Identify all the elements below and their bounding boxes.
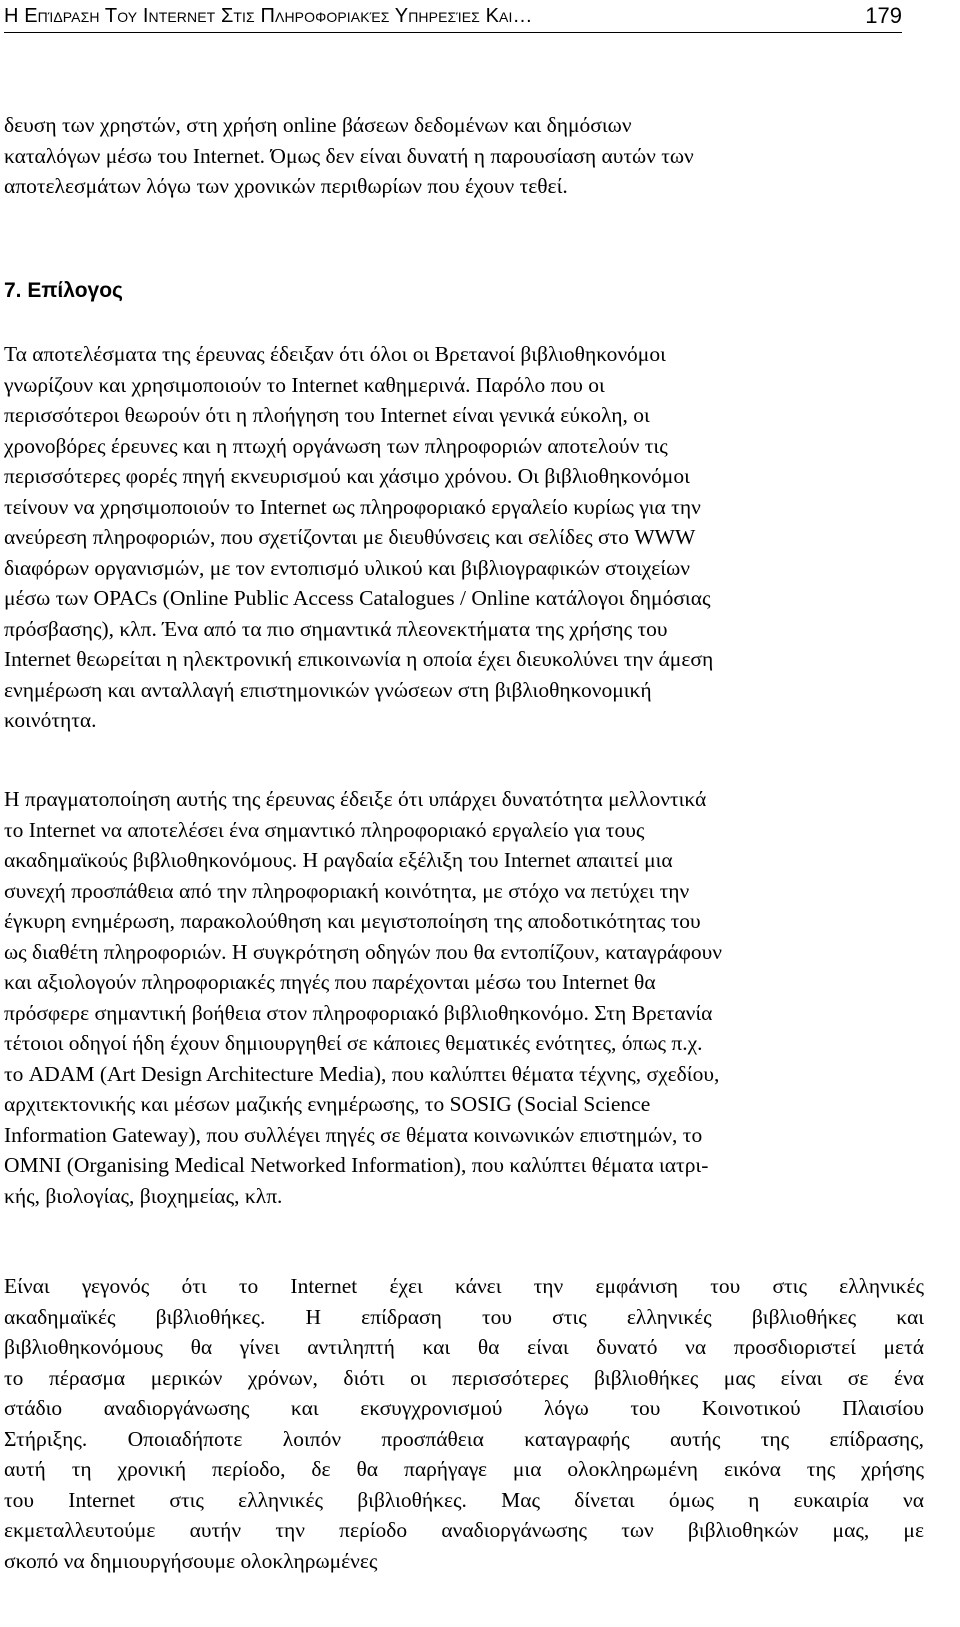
text-line: το ADAM (Art Design Architecture Media), που καλύπτει θέματα τέχνης, σχεδίου,: [4, 1061, 720, 1086]
text-line: OMNI (Organising Medical Networked Information), που καλύπτει θέματα ιατρι-: [4, 1153, 709, 1177]
text-line: κοινότητα.: [4, 708, 97, 732]
text-line: πρόσβασης), κλπ. Ένα από τα πιο σημαντικά πλεονεκτήματα της χρήσης του: [4, 616, 668, 641]
text-line: Information Gateway), που συλλέγει πηγές σε θέματα κοινωνικών επιστημών, το: [4, 1122, 703, 1147]
text-line: ως διαθέτη πληροφοριών. Η συγκρότηση οδηγών που θα εντοπίζουν, καταγράφουν: [4, 939, 722, 964]
text-line: βιβλιοθηκονόμους θα γίνει αντιληπτή και θα είναι δυνατό να προσδιοριστεί μετά: [4, 1335, 924, 1359]
text-line: Είναι γεγονός ότι το Internet έχει κάνει την εμφάνιση του στις ελληνικές: [4, 1274, 924, 1298]
text-line: του Internet στις ελληνικές βιβλιοθήκες. Μας δίνεται όμως η ευκαιρία να: [4, 1487, 924, 1512]
text-line: περισσότεροι θεωρούν ότι η πλοήγηση του Internet είναι γενικά εύκολη, οι: [4, 403, 650, 427]
running-header: [4, 2, 902, 33]
text-line: τείνουν να χρησιμοποιούν το Internet ως πληροφοριακό εργαλείο κυρίως για την: [4, 494, 701, 519]
page-number: 179: [865, 3, 902, 28]
text-line: περισσότερες φορές πηγή εκνευρισμού και χάσιμο χρόνου. Οι βιβλιοθηκονόμοι: [4, 464, 690, 488]
conclusion-paragraph-2: [4, 784, 924, 1211]
text-line: κής, βιολογίας, βιοχημείας, κλπ.: [4, 1183, 283, 1208]
text-line: σκοπό να δημιουργήσουμε ολοκληρωμένες: [4, 1548, 378, 1573]
intro-paragraph: [4, 110, 924, 202]
text-line: και αξιολογούν πληροφοριακές πηγές που παρέχονται μέσω του Internet θα: [4, 970, 656, 994]
text-line: το πέρασμα μερικών χρόνων, διότι οι περισσότερες βιβλιοθήκες μας είναι σε ένα: [4, 1365, 924, 1390]
text-line: Internet θεωρείται η ηλεκτρονική επικοινωνία η οποία έχει διευκολύνει την άμεση: [4, 647, 714, 671]
text-line: συνεχή προσπάθεια από την πληροφοριακή κοινότητα, με στόχο να πετύχει την: [4, 878, 690, 903]
header-title: Η Επίδραση Του Internet Στις Πληροφοριακές Υπηρεσίες Και…: [4, 5, 533, 27]
conclusion-paragraph-3: [4, 1271, 924, 1576]
text-line: χρονοβόρες έρευνες και η πτωχή οργάνωση των πληροφοριών αποτελούν τις: [4, 433, 668, 458]
text-line: γνωρίζουν και χρησιμοποιούν το Internet καθημερινά. Παρόλο που οι: [4, 372, 605, 397]
text-line: ακαδημαϊκούς βιβλιοθηκονόμους. Η ραγδαία εξέλιξη του Internet απαιτεί μια: [4, 848, 673, 872]
text-line: δευση των χρηστών, στη χρήση online βάσεων δεδομένων και δημόσιων: [4, 113, 632, 137]
text-line: αρχιτεκτονικής και μέσων μαζικής ενημέρωσης, το SOSIG (Social Science: [4, 1092, 651, 1116]
text-line: διαφόρων οργανισμών, με τον εντοπισμό υλικού και βιβλιογραφικών στοιχείων: [4, 555, 690, 580]
text-line: αυτή τη χρονική περίοδο, δε θα παρήγαγε μια ολοκληρωμένη εικόνα της χρήσης: [4, 1457, 924, 1481]
text-line: εκμεταλλευτούμε αυτήν την περίοδο αναδιοργάνωσης των βιβλιοθηκών μας, με: [4, 1518, 924, 1542]
text-line: πρόσφερε σημαντική βοήθεια στον πληροφοριακό βιβλιοθηκονόμο. Στη Βρετανία: [4, 1000, 713, 1025]
section-heading: 7. Επίλογος: [4, 279, 123, 302]
text-line: Η πραγματοποίηση αυτής της έρευνας έδειξε ότι υπάρχει δυνατότητα μελλοντικά: [4, 787, 707, 811]
conclusion-paragraph-1: [4, 339, 924, 736]
text-line: μέσω των OPACs (Online Public Access Catalogues / Online κατάλογοι δημόσιας: [4, 586, 711, 610]
text-line: το Internet να αποτελέσει ένα σημαντικό πληροφοριακό εργαλείο για τους: [4, 817, 645, 842]
text-line: έγκυρη ενημέρωση, παρακολούθηση και μεγιστοποίηση της αποδοτικότητας του: [4, 909, 701, 933]
text-line: Στήριξης. Οποιαδήποτε λοιπόν προσπάθεια καταγραφής αυτής της επίδρασης,: [4, 1426, 924, 1451]
text-line: τέτοιοι οδηγοί ήδη έχουν δημιουργηθεί σε κάποιες θεματικές ενότητες, όπως π.χ.: [4, 1031, 703, 1055]
text-line: ενημέρωση και ανταλλαγή επιστημονικών γνώσεων στη βιβλιοθηκονομική: [4, 677, 652, 702]
text-line: αποτελεσμάτων λόγω των χρονικών περιθωρίων που έχουν τεθεί.: [4, 174, 568, 198]
text-line: καταλόγων μέσω του Internet. Όμως δεν είναι δυνατή η παρουσίαση αυτών των: [4, 143, 694, 168]
text-line: ανεύρεση πληροφοριών, που σχετίζονται με διευθύνσεις και σελίδες στο WWW: [4, 525, 696, 549]
text-line: ακαδημαϊκές βιβλιοθήκες. Η επίδραση του στις ελληνικές βιβλιοθήκες και: [4, 1304, 924, 1329]
text-line: στάδιο αναδιοργάνωσης και εκσυγχρονισμού λόγω του Κοινοτικού Πλαισίου: [4, 1396, 924, 1420]
text-line: Τα αποτελέσματα της έρευνας έδειξαν ότι όλοι οι Βρετανοί βιβλιοθηκονόμοι: [4, 342, 666, 366]
